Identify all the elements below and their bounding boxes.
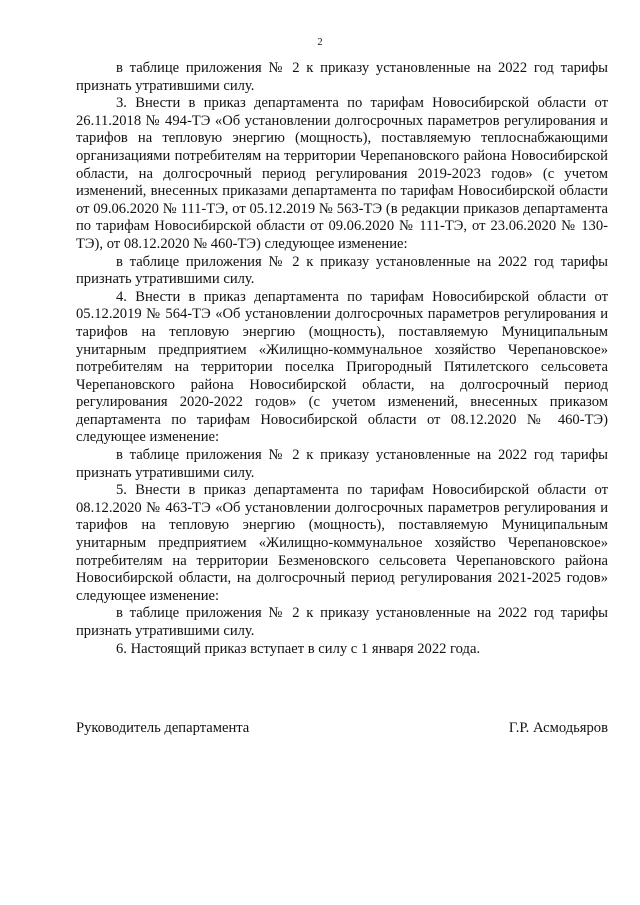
document-body (76, 60, 608, 658)
signatory-name: Г.Р. Асмодьяров (508, 720, 608, 736)
paragraph-item-6: 6. Настоящий приказ вступает в силу с 1 января 2022 года. (116, 640, 481, 657)
paragraph-item-4-change: в таблице приложения № 2 к приказу установленные на 2022 год тарифы признать утратившими силу. (76, 447, 608, 481)
signatory-position: Руководитель департамента (76, 720, 250, 736)
paragraph-item-5: 5. Внести в приказ департамента по тарифам Новосибирской области от 08.12.2020 № 463-ТЭ «Об установлении долгосрочных параметров регулирования и тарифов на тепловую энергию (мощность), поставляемую Муниципальным унитарным предприятием «Жилищно-коммунальное хозяйство Черепановское» потребителям на территории Безменовского сельсовета Черепановского района Новосибирской области, на долгосрочный период регулирования 2021-2025 годов» следующее изменение: (76, 482, 608, 604)
paragraph-item-4: 4. Внести в приказ департамента по тарифам Новосибирской области от 05.12.2019 № 564-ТЭ «Об установлении долгосрочных параметров регулирования и тарифов на тепловую энергию (мощность), поставляемую Муниципальным унитарным предприятием «Жилищно-коммунальное хозяйство Черепановское» потребителям на территории поселка Пригородный Пятилетского сельсовета Черепановского района Новосибирской области, на долгосрочный период регулирования 2020-2022 годов» (с учетом изменений, внесенных приказом департамента по тарифам Новосибирской области от 08.12.2020 № 460-ТЭ) следующее изменение: (76, 288, 608, 446)
signature-block (76, 720, 608, 738)
paragraph-item-5-change: в таблице приложения № 2 к приказу установленные на 2022 год тарифы признать утратившими силу. (76, 605, 608, 639)
paragraph-item-1: в таблице приложения № 2 к приказу установленные на 2022 год тарифы признать утратившими силу. (76, 60, 608, 94)
page-number: 2 (317, 37, 323, 48)
paragraph-item-3: 3. Внести в приказ департамента по тарифам Новосибирской области от 26.11.2018 № 494-ТЭ «Об установлении долгосрочных параметров регулирования и тарифов на тепловую энергию (мощность), поставляемую теплоснабжающими организациями потребителям на территории Черепановского района Новосибирской области, на долгосрочный период регулирования 2019-2023 годов» (с учетом изменений, внесенных приказами департамента по тарифам Новосибирской области от 09.06.2020 № 111-ТЭ, от 05.12.2019 № 563-ТЭ (в редакции приказов департамента по тарифам Новосибирской области от 09.06.2020 № 111-ТЭ, от 23.06.2020 № 130-ТЭ), от 08.12.2020 № 460-ТЭ) следующее изменение: (76, 95, 608, 252)
paragraph-item-3-change: в таблице приложения № 2 к приказу установленные на 2022 год тарифы признать утратившими силу. (76, 253, 608, 288)
